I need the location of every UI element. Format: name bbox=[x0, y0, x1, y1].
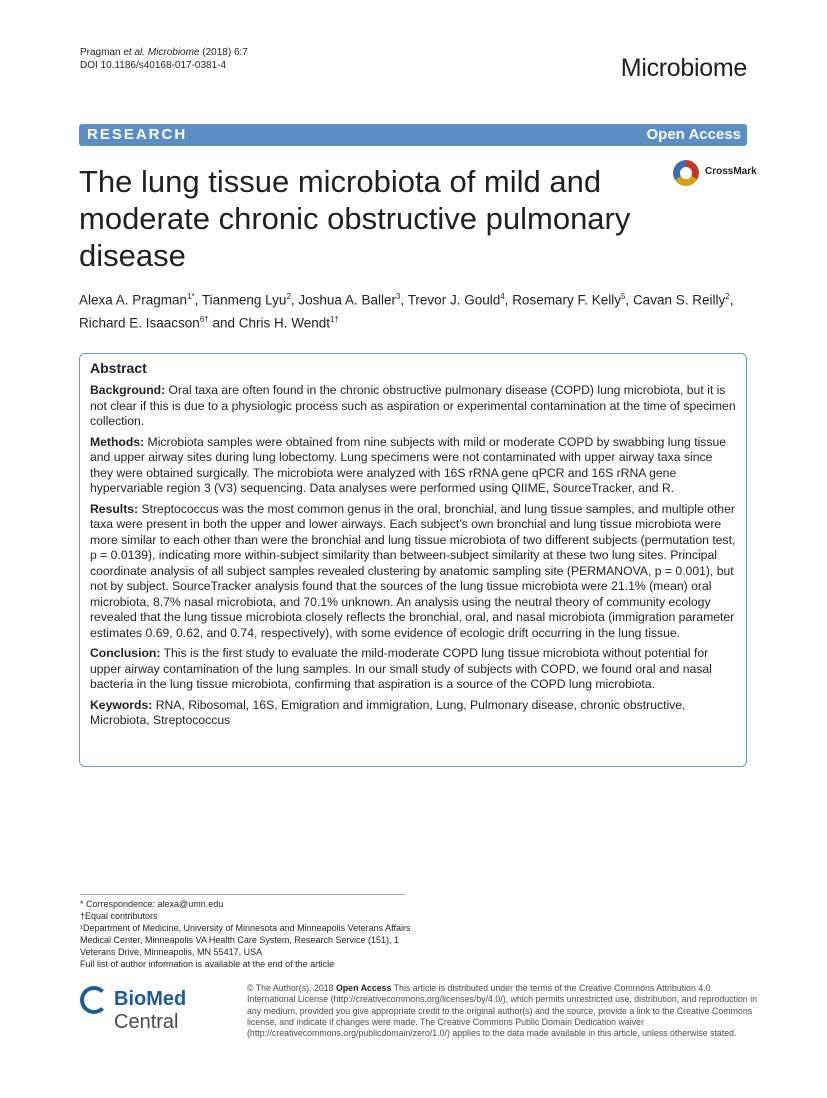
publisher-name: BioMed Central bbox=[114, 988, 187, 1033]
article-type-banner bbox=[79, 124, 747, 146]
abstract-conclusion bbox=[90, 646, 736, 693]
author-info-note: Full list of author information is available at the end of the article bbox=[80, 959, 335, 969]
author-separator: , bbox=[194, 292, 202, 308]
citation-year: (2018) 6:7 bbox=[199, 47, 248, 58]
citation-block bbox=[80, 46, 248, 72]
author-name: Joshua A. Baller bbox=[298, 292, 396, 308]
footnotes bbox=[80, 898, 420, 970]
author-separator: , bbox=[729, 292, 734, 308]
author-name: Cavan S. Reilly bbox=[632, 292, 726, 308]
section-text: This is the first study to evaluate the mild-moderate COPD lung tissue microbiota without potential for upper airway contamination of the lung samples. In our small study of subjects with COPD, we found oral and nasal bacteria in the lung tissue microbiota, confirming that aspiration is a source of the COPD lung microbiota. bbox=[90, 646, 712, 691]
open-access-inline: Open Access bbox=[335, 983, 392, 993]
author-separator: , bbox=[504, 292, 513, 308]
license-text bbox=[247, 983, 757, 1039]
abstract-background bbox=[90, 383, 736, 430]
author-affiliation-sup: 1* bbox=[187, 292, 195, 301]
section-text: Oral taxa are often found in the chronic obstructive pulmonary disease (COPD) lung microbiota, but it is not clear if this is due to a physiologic process such as aspiration or experimental contamination at the time of specimen collection. bbox=[90, 383, 736, 428]
citation-authors: Pragman bbox=[80, 47, 124, 58]
abstract-heading: Abstract bbox=[90, 360, 147, 376]
author-name: Tianmeng Lyu bbox=[201, 292, 287, 308]
section-text: Microbiota samples were obtained from nine subjects with mild or moderate COPD by swabbing lung tissue and upper airway sites during lung lobectomy. Lung specimens were not contaminated with upper airway taxa since they were obtained surgically. The microbiota were analyzed with 16S rRNA gene qPCR and 16S rRNA gene hypervariable region 3 (V3) sequencing. Data analyses were performed using QIIME, SourceTracker, and R. bbox=[90, 434, 727, 495]
author-name: Richard E. Isaacson bbox=[79, 315, 200, 330]
biomed-central-logo[interactable] bbox=[80, 984, 240, 1033]
correspondence-note[interactable]: * Correspondence: alexa@umn.edu bbox=[80, 899, 224, 909]
author-separator: , bbox=[400, 292, 408, 308]
abstract-box bbox=[79, 353, 747, 767]
biomed-central-ring-icon bbox=[80, 986, 108, 1014]
doi-line[interactable]: DOI 10.1186/s40168-017-0381-4 bbox=[80, 60, 227, 71]
equal-contrib-note: †Equal contributors bbox=[80, 911, 158, 921]
author-affiliation-sup: 2 bbox=[286, 292, 291, 301]
author-affiliation-sup: 4 bbox=[500, 292, 505, 301]
author-list bbox=[79, 287, 759, 332]
author-name: Rosemary F. Kelly bbox=[512, 292, 621, 308]
crossmark-button[interactable] bbox=[670, 158, 760, 186]
license-body: This article is distributed under the terms of the Creative Commons Attribution 4.0 International License (http://creativecommons.org/licenses/by/4.0/), which permits unrestricted use, distribution, and reproduction in any medium, provided you give appropriate credit to the original author(s) and the source, provide a link to the Creative Commons license, and indicate if changes were made. The Creative Commons Public Domain Dedication waiver (http://creativecommons.org/publicdomain/zero/1.0/) applies to the data made available in this article, unless otherwise stated. bbox=[247, 983, 757, 1039]
author-affiliation-sup: 3 bbox=[395, 292, 401, 301]
crossmark-label: CrossMark bbox=[705, 166, 757, 177]
open-access-label[interactable]: Open Access bbox=[646, 126, 741, 143]
author-separator: , bbox=[290, 292, 299, 308]
article-title: The lung tissue microbiota of mild and moderate chronic obstructive pulmonary disease bbox=[79, 164, 631, 273]
author-separator: and bbox=[208, 315, 239, 330]
author-separator: , bbox=[625, 292, 633, 308]
section-head: Keywords: bbox=[90, 697, 153, 712]
author-affiliation-sup: 2 bbox=[725, 292, 730, 301]
affiliation-note: ¹Department of Medicine, University of Minnesota and Minneapolis Veterans Affairs Medical Center, Minneapolis VA Health Care System, Research Service (151), 1 Veterans Drive, Minneapolis, MN 55417, USA bbox=[80, 923, 411, 957]
footnote-divider bbox=[80, 894, 405, 895]
citation-journal: et al. Microbiome bbox=[123, 47, 200, 58]
author-affiliation-sup: 1† bbox=[330, 314, 339, 324]
abstract-keywords bbox=[90, 698, 736, 729]
copyright-prefix: © The Author(s). 2018 bbox=[247, 983, 336, 993]
crossmark-icon bbox=[673, 160, 699, 186]
section-head: Results: bbox=[90, 501, 139, 516]
journal-name: Microbiome bbox=[620, 54, 747, 82]
author-affiliation-sup: 5 bbox=[620, 292, 626, 301]
section-head: Background: bbox=[90, 383, 166, 397]
section-head: Conclusion: bbox=[90, 646, 161, 660]
abstract-methods bbox=[90, 435, 736, 497]
author-name: Alexa A. Pragman bbox=[79, 292, 188, 308]
abstract-results bbox=[90, 502, 736, 642]
citation-line bbox=[80, 46, 248, 59]
section-text: RNA, Ribosomal, 16S, Emigration and immigration, Lung, Pulmonary disease, chronic obstructive, Microbiota, Streptococcus bbox=[90, 697, 686, 727]
article-type-label: RESEARCH bbox=[87, 126, 188, 143]
author-name: Chris H. Wendt bbox=[238, 315, 331, 330]
section-text: Streptococcus was the most common genus in the oral, bronchial, and lung tissue samples, and multiple other taxa were present in both the upper and lower airways. Each subject’s own bronchial and lung tissue microbiota were more similar to each other than were the bronchial and lung tissue microbiota of two different subjects (permutation test, p = 0.0139), indicating more within-subject similarity than between-subject similarity at these two lung sites. Principal coordinate analysis of all subject samples revealed clustering by anatomic sampling site (PERMANOVA, p = 0.001), but not by subject. SourceTracker analysis found that the sources of the lung tissue microbiota were 21.1% (mean) oral microbiota, 8.7% nasal microbiota, and 70.1% unknown. An analysis using the neutral theory of community ecology revealed that the lung tissue microbiota closely reflects the bronchial, oral, and nasal microbiota (immigration parameter estimates 0.69, 0.62, and 0.74, respectively), with some evidence of ecologic drift occurring in the lung tissue. bbox=[90, 501, 736, 640]
author-name: Trevor J. Gould bbox=[407, 292, 501, 308]
author-affiliation-sup: 6† bbox=[199, 314, 209, 324]
section-head: Methods: bbox=[90, 434, 145, 449]
